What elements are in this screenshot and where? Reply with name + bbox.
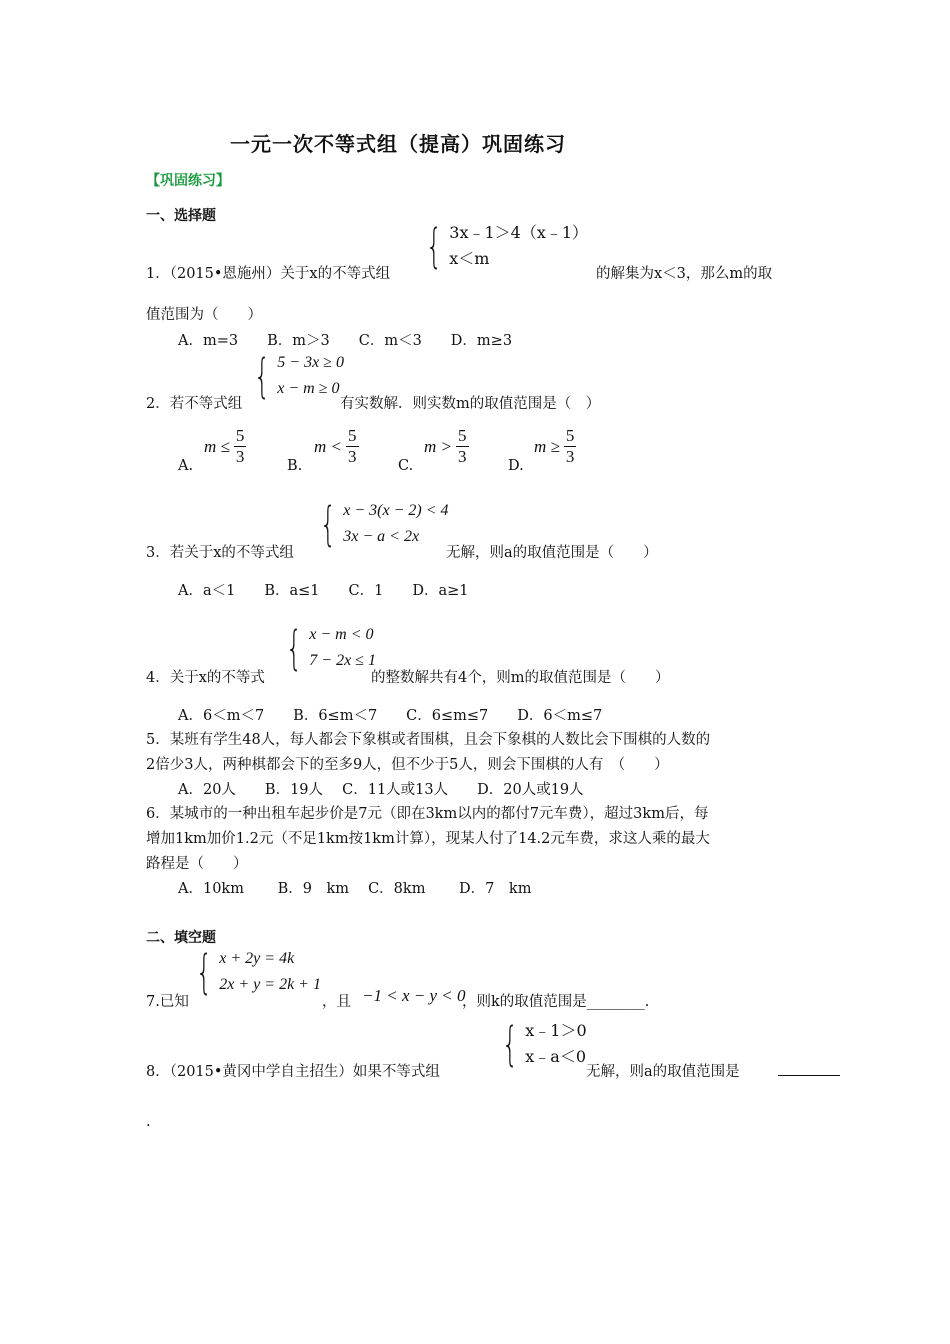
q1-stem-cont: 值范围为（ ） xyxy=(146,307,262,323)
fraction-denominator: 3 xyxy=(348,447,357,466)
q2-option-c-label: C. xyxy=(398,458,414,474)
q8-system-line1: x﹣1＞0 xyxy=(525,1021,587,1040)
q7-system-line2: 2x + y = 2k + 1 xyxy=(219,976,321,993)
q7-inequality: −1 < x − y < 0 xyxy=(362,986,466,1005)
brace-icon: { xyxy=(286,621,303,675)
q7-stem-mid: ，且 xyxy=(322,994,351,1010)
q5-stem-line2: 2倍少3人，两种棋都会下的至多9人，但不少于5人，则会下围棋的人有 （ ） xyxy=(146,757,669,773)
q2-stem-tail: 有实数解．则实数m的取值范围是（ ） xyxy=(340,396,601,412)
q2-option-c xyxy=(424,426,469,467)
q2-system-line2: x − m ≥ 0 xyxy=(277,380,340,397)
q4-options: A．6＜m＜7 B．6≤m＜7 C．6≤m≤7 D．6＜m≤7 xyxy=(178,708,603,724)
q2-option-b-rel: m < xyxy=(314,436,342,456)
brace-icon: { xyxy=(196,945,213,999)
fraction-numerator: 5 xyxy=(348,426,357,445)
q7-equation-system xyxy=(196,946,321,998)
q4-inequality-system xyxy=(286,622,376,674)
q8-stem: 8．（2015•黄冈中学自主招生）如果不等式组 xyxy=(146,1064,440,1080)
q8-answer-blank[interactable] xyxy=(778,1062,840,1074)
fraction-numerator: 5 xyxy=(458,426,467,445)
q2-option-a-rel: m ≤ xyxy=(204,436,230,456)
q1-system-line2: x＜m xyxy=(449,249,490,268)
fraction-numerator: 5 xyxy=(565,426,575,445)
q5-options: A．20人 B．19人 C．11人或13人 D．20人或19人 xyxy=(178,782,584,798)
q8-stem-tail: 无解，则a的取值范围是 xyxy=(586,1064,740,1080)
q2-option-c-rel: m > xyxy=(424,436,452,456)
q1-stem-tail: 的解集为x＜3，那么m的取 xyxy=(596,266,773,282)
fraction-numerator: 5 xyxy=(235,426,245,445)
fraction-denominator: 3 xyxy=(565,447,575,466)
q3-inequality-system xyxy=(320,498,449,550)
q6-options: A．10km B．9 km C．8km D．7 km xyxy=(178,881,532,897)
q3-stem-tail: 无解，则a的取值范围是（ ） xyxy=(446,545,658,561)
q6-stem-line1: 6．某城市的一种出租车起步价是7元（即在3km以内的都付7元车费），超过3km后，每 xyxy=(146,806,709,822)
q2-option-a-label: A. xyxy=(178,458,194,474)
brace-icon: { xyxy=(320,497,337,551)
fraction-denominator: 3 xyxy=(235,447,245,466)
q2-system-line1: 5 − 3x ≥ 0 xyxy=(277,354,344,371)
q7-stem-tail: ，则k的取值范围是________. xyxy=(462,994,650,1010)
brace-icon: { xyxy=(254,349,271,403)
q7-stem: 7.已知 xyxy=(146,994,189,1010)
q2-option-d xyxy=(534,426,576,467)
q1-inequality-system xyxy=(426,220,588,272)
q8-end-period: . xyxy=(146,1114,151,1130)
q2-option-a xyxy=(204,426,246,467)
q1-stem: 1．（2015•恩施州）关于x的不等式组 xyxy=(146,266,391,282)
q4-system-line2: 7 − 2x ≤ 1 xyxy=(309,652,376,669)
q6-stem-line3: 路程是（ ） xyxy=(146,856,248,872)
q4-stem: 4．关于x的不等式 xyxy=(146,670,265,686)
q7-system-line1: x + 2y = 4k xyxy=(219,950,295,967)
q3-stem: 3．若关于x的不等式组 xyxy=(146,545,294,561)
brace-icon: { xyxy=(426,219,443,273)
section-choice-heading: 一、选择题 xyxy=(146,208,216,224)
page-title: 一元一次不等式组（提高）巩固练习 xyxy=(230,132,566,156)
q4-stem-tail: 的整数解共有4个，则m的取值范围是（ ） xyxy=(371,670,670,686)
q2-option-d-label: D. xyxy=(508,458,524,474)
q6-stem-line2: 增加1km加价1.2元（不足1km按1km计算），现某人付了14.2元车费，求这人乘的最大 xyxy=(146,831,710,847)
q3-system-line1: x − 3(x − 2) < 4 xyxy=(343,502,449,519)
q2-option-b-label: B. xyxy=(287,458,303,474)
q2-option-b xyxy=(314,426,359,467)
q4-system-line1: x − m < 0 xyxy=(309,626,374,643)
section-fill-heading: 二、填空题 xyxy=(146,930,216,946)
q8-inequality-system xyxy=(502,1018,587,1070)
q2-stem: 2．若不等式组 xyxy=(146,396,243,412)
q8-system-line2: x﹣a＜0 xyxy=(525,1047,587,1066)
brace-icon: { xyxy=(502,1017,519,1071)
fraction-denominator: 3 xyxy=(458,447,467,466)
q1-system-line1: 3x﹣1＞4（x﹣1） xyxy=(449,223,589,242)
q3-options: A．a＜1 B．a≤1 C．1 D．a≥1 xyxy=(178,583,469,599)
q5-stem-line1: 5．某班有学生48人，每人都会下象棋或者围棋，且会下象棋的人数比会下围棋的人数的 xyxy=(146,732,711,748)
section-tag: 【巩固练习】 xyxy=(146,173,230,189)
q2-option-d-rel: m ≥ xyxy=(534,436,560,456)
q1-options: A．m=3 B．m＞3 C．m＜3 D．m≥3 xyxy=(178,333,513,349)
q2-inequality-system xyxy=(254,350,344,402)
q3-system-line2: 3x − a < 2x xyxy=(343,528,420,545)
